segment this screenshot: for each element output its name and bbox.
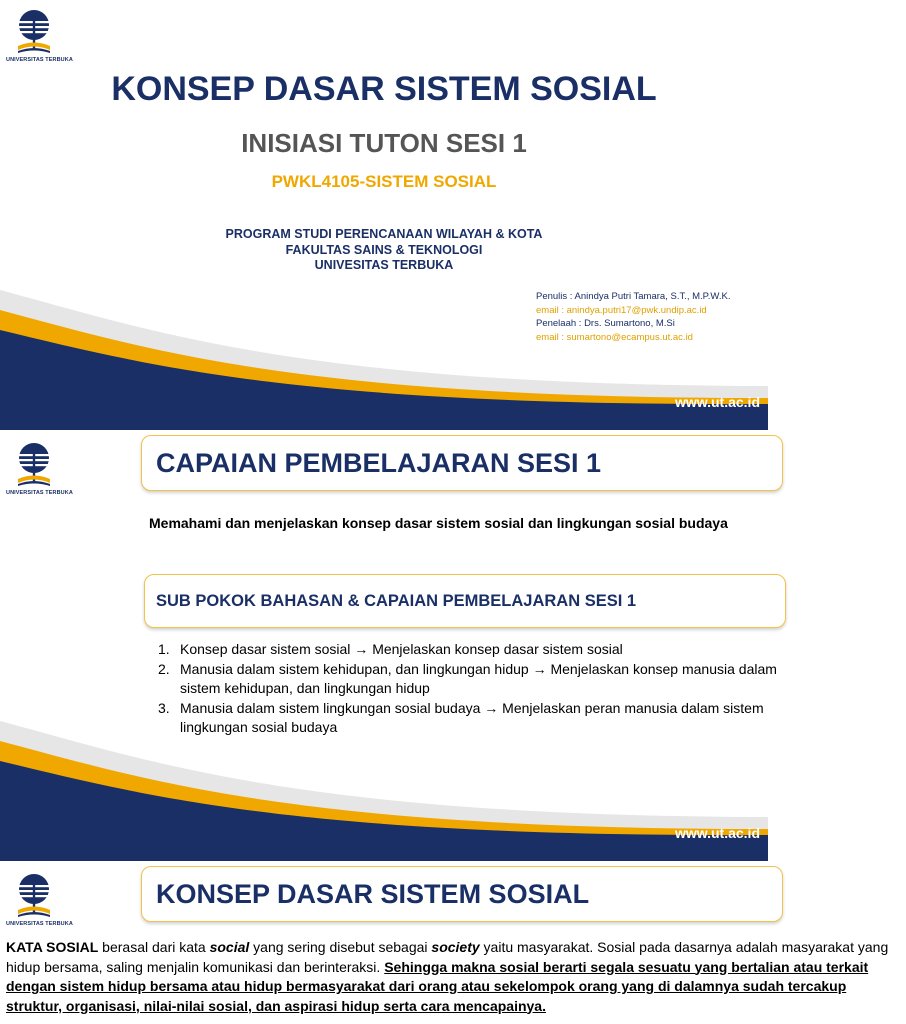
subtitle: INISIASI TUTON SESI 1 [241, 128, 527, 158]
term: KATA SOSIAL [6, 939, 99, 955]
program-block [0, 227, 768, 274]
logo-text: UNIVERSITAS TERBUKA [6, 921, 73, 927]
program-line: PROGRAM STUDI PERENCANAAN WILAYAH & KOTA [225, 227, 543, 241]
text-run: yaitu masyarakat. Sosial pada dasarnya adalah masyarakat yang hidup bersama, saling menjalin komunikasi dan berinteraksi. [6, 939, 889, 975]
reviewer-email[interactable]: email : sumartono@ecampus.ut.ac.id [536, 331, 693, 343]
list-item [158, 640, 778, 660]
list-number: 1. [158, 641, 170, 657]
subtopic-title: SUB POKOK BAHASAN & CAPAIAN PEMBELAJARAN SESI 1 [156, 592, 637, 610]
list-text: Manusia dalam sistem lingkungan sosial budaya → Menjelaskan peran manusia dalam sistem lingkungan sosial budaya [180, 699, 764, 735]
ut-emblem-icon [13, 8, 55, 56]
slide-learning-outcomes [0, 433, 777, 861]
footer-wave [0, 721, 768, 861]
ut-emblem-icon [13, 872, 55, 920]
ut-emblem-icon [13, 441, 55, 489]
reviewer-name: Penelaah : Drs. Sumartono, M.Si [536, 318, 675, 329]
footer-url[interactable]: www.ut.ac.id [674, 825, 760, 841]
faculty-line: FAKULTAS SAINS & TEKNOLOGI [285, 242, 483, 257]
emphasis-text: Sehingga makna sosial berarti segala sesuatu yang bertalian atau terkait dengan sistem hidup bersama atau hidup bermasyarakat dari orang atau sekelompok orang yang di dalamnya sudah tercakup struktur, organisasi, nilai-nilai sosial, dan aspirasi hidup serta cara mencapainya. [6, 958, 869, 1014]
slide-title: CAPAIAN PEMBELAJARAN SESI 1 [156, 448, 602, 478]
definition-paragraph [6, 938, 906, 1016]
list-text: Manusia dalam sistem kehidupan, dan lingkungan hidup → Menjelaskan konsep manusia dalam sistem kehidupan, dan lingkungan hidup [180, 660, 777, 696]
slide-title: KONSEP DASAR SISTEM SOSIAL [156, 879, 590, 909]
slide-title [0, 0, 768, 430]
author-name: Penulis : Anindya Putri Tamara, S.T., M.P.W.K. [536, 291, 731, 302]
course-code: PWKL4105-SISTEM SOSIAL [271, 172, 497, 191]
list-item [158, 660, 778, 699]
term-social: social [209, 939, 250, 955]
main-title: KONSEP DASAR SISTEM SOSIAL [111, 70, 657, 108]
ut-logo [6, 872, 73, 927]
slide-title-box [141, 866, 783, 922]
slide-separator [0, 861, 768, 864]
text-run: yang sering disebut sebagai [249, 939, 432, 955]
slide-separator [0, 430, 768, 433]
slide-title-box [141, 435, 783, 491]
list-number: 2. [158, 660, 170, 677]
learning-goal: Memahami dan menjelaskan konsep dasar sistem sosial dan lingkungan sosial budaya [149, 515, 728, 531]
logo-text: UNIVERSITAS TERBUKA [6, 57, 73, 63]
ut-logo [6, 441, 73, 496]
ut-logo [6, 8, 73, 63]
university-line: UNIVESITAS TERBUKA [314, 258, 454, 272]
list-number: 3. [158, 699, 170, 716]
logo-text: UNIVERSITAS TERBUKA [6, 490, 73, 496]
text-run: berasal dari kata [98, 939, 210, 955]
term-society: society [431, 939, 480, 955]
author-email[interactable]: email : anindya.putri17@pwk.undip.ac.id [536, 304, 707, 316]
footer-wave [0, 290, 768, 430]
list-text: Konsep dasar sistem sosial → Menjelaskan konsep dasar sistem sosial [180, 641, 623, 657]
subtopic-title-box [144, 574, 786, 628]
footer-url[interactable]: www.ut.ac.id [674, 394, 760, 410]
slide-concept [0, 864, 889, 1024]
